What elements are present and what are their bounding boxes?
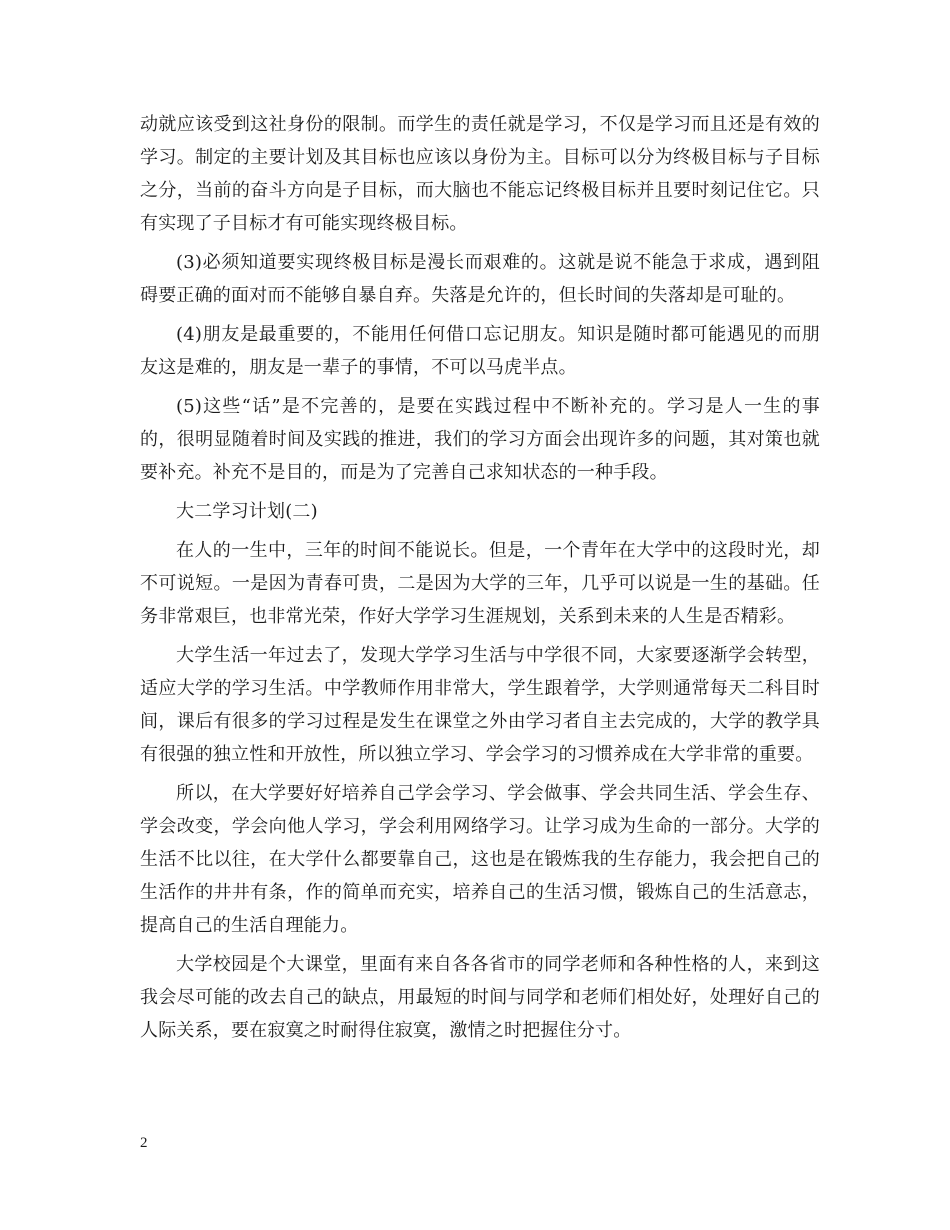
paragraph: (3)必须知道要实现终极目标是漫长而艰难的。这就是说不能急于求成，遇到阻碍要正确的面对而不能够自暴自弃。失落是允许的，但长时间的失落却是可耻的。	[140, 252, 820, 306]
paragraph: 所以，在大学要好好培养自己学会学习、学会做事、学会共同生活、学会生存、学会改变，学会向他人学习，学会利用网络学习。让学习成为生命的一部分。大学的生活不比以往，在大学什么都要靠自己，这也是在锻炼我的生存能力，我会把自己的生活作的井井有条，作的简单而充实，培养自己的生活习惯，锻炼自己的生活意志，提高自己的生活自理能力。	[140, 783, 820, 936]
paragraph: 在人的一生中，三年的时间不能说长。但是，一个青年在大学中的这段时光，却不可说短。一是因为青春可贵，二是因为大学的三年，几乎可以说是一生的基础。任务非常艰巨，也非常光荣，作好大学学习生涯规划，关系到未来的人生是否精彩。	[140, 540, 820, 627]
paragraph: 大学生活一年过去了，发现大学学习生活与中学很不同，大家要逐渐学会转型，适应大学的学习生活。中学教师作用非常大，学生跟着学，大学则通常每天二科目时间，课后有很多的学习过程是发生在课堂之外由学习者自主去完成的，大学的教学具有很强的独立性和开放性，所以独立学习、学会学习的习惯养成在大学非常的重要。	[140, 645, 820, 765]
document-body	[140, 108, 820, 1053]
paragraph: 动就应该受到这社身份的限制。而学生的责任就是学习，不仅是学习而且还是有效的学习。制定的主要计划及其目标也应该以身份为主。目标可以分为终极目标与子目标之分，当前的奋斗方向是子目标，而大脑也不能忘记终极目标并且要时刻记住它。只有实现了子目标才有可能实现终极目标。	[140, 114, 820, 234]
section-heading: 大二学习计划(二)	[176, 501, 318, 522]
page-number: 2	[140, 1135, 148, 1151]
paragraph: (4)朋友是最重要的，不能用任何借口忘记朋友。知识是随时都可能遇见的而朋友这是难的，朋友是一辈子的事情，不可以马虎半点。	[140, 324, 820, 378]
paragraph: 大学校园是个大课堂，里面有来自各各省市的同学老师和各种性格的人，来到这我会尽可能的改去自己的缺点，用最短的时间与同学和老师们相处好，处理好自己的人际关系，要在寂寞之时耐得住寂寞，激情之时把握住分寸。	[140, 954, 820, 1041]
paragraph: (5)这些“话”是不完善的，是要在实践过程中不断补充的。学习是人一生的事的，很明显随着时间及实践的推进，我们的学习方面会出现许多的问题，其对策也就要补充。补充不是目的，而是为了完善自己求知状态的一种手段。	[140, 396, 820, 483]
